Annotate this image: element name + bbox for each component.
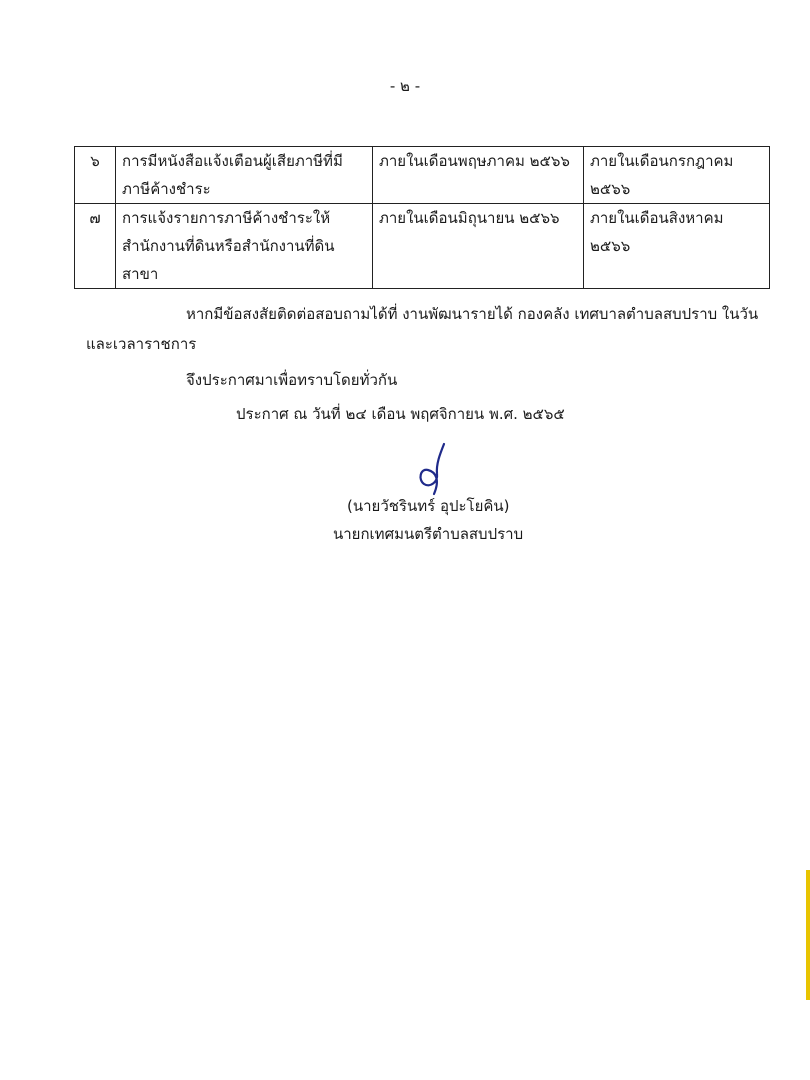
row-item: การแจ้งรายการภาษีค้างชำระให้สำนักงานที่ดินหรือสำนักงานที่ดินสาขา <box>116 204 373 289</box>
row-number: ๗ <box>75 204 116 289</box>
row-number: ๖ <box>75 147 116 204</box>
announcement-line: จึงประกาศมาเพื่อทราบโดยทั่วกัน <box>186 371 398 389</box>
table-row <box>75 204 770 289</box>
signer-name: (นายวัชรินทร์ อุปะโยคิน) <box>347 497 510 515</box>
handwritten-signature <box>410 440 470 504</box>
row-send-period: ภายในเดือนมิถุนายน ๒๕๖๖ <box>373 204 584 289</box>
row-due-period: ภายในเดือนสิงหาคม ๒๕๖๖ <box>584 204 770 289</box>
contact-paragraph-line2: และเวลาราชการ <box>86 335 197 353</box>
table-row <box>75 147 770 204</box>
row-due-period: ภายในเดือนกรกฎาคม ๒๕๖๖ <box>584 147 770 204</box>
tax-schedule-table <box>74 146 770 289</box>
row-item: การมีหนังสือแจ้งเตือนผู้เสียภาษีที่มีภาษีค้างชำระ <box>116 147 373 204</box>
signer-title: นายกเทศมนตรีตำบลสบปราบ <box>333 525 524 543</box>
scan-edge-mark <box>806 870 810 1000</box>
row-send-period: ภายในเดือนพฤษภาคม ๒๕๖๖ <box>373 147 584 204</box>
date-line: ประกาศ ณ วันที่ ๒๔ เดือน พฤศจิกายน พ.ศ. ๒๕๖๕ <box>236 405 565 423</box>
page-number: - ๒ - <box>389 77 421 95</box>
contact-paragraph-line1: หากมีข้อสงสัยติดต่อสอบถามได้ที่ งานพัฒนารายได้ กองคลัง เทศบาลตำบลสบปราบ ในวัน <box>186 305 759 323</box>
